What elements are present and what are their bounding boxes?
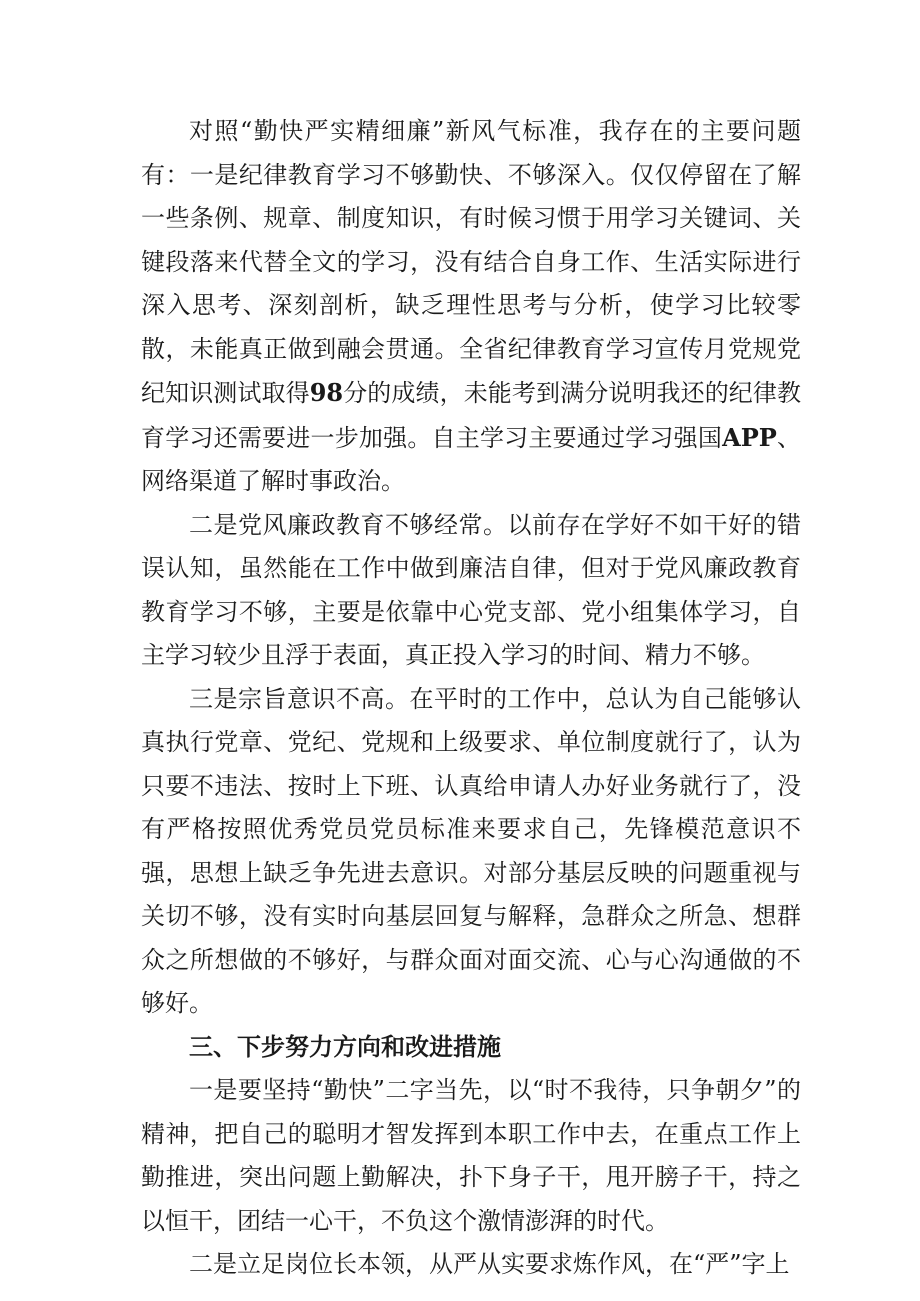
score-value: 98 [309,378,344,407]
paragraph-problems-one [141,110,801,504]
paragraph-text: 、网络渠道了解时事政治。 [141,423,802,495]
paragraph-measure-two: 二是立足岗位长本领，从严从实要求炼作风，在“严”字上 [189,1250,790,1278]
app-name: APP [722,422,777,452]
paragraph-text: 对照“勤快严实精细廉”新风气标准，我存在的主要问题有：一是纪律教育学习不够勤快、不够深入。仅仅停留在了解一些条例、规章、制度知识，有时候习惯于用学习关键词、关键段落来代替全文的学习，没有结合自身工作、生活实际进行深入思考、深刻剖析，缺乏理性思考与分析，使学习比较零散，未能真正做到融会贯通。全省纪律教育学习宣传月党规党纪知识测试取得 [141,117,801,407]
section-heading: 三、下步努力方向和改进措施 [189,1032,501,1061]
paragraph-text: 分的成绩，未能考到满分说明我还的纪律教育学习还需要进一步加强。自主学习主要通过学习强国 [141,379,802,452]
paragraph-measure-one: 一是要坚持“勤快”二字当先，以“时不我待，只争朝夕”的精神，把自己的聪明才智发挥到本职工作中去，在重点工作上勤推进，突出问题上勤解决，扑下身子干，甩开膀子干，持之以恒干，团结一心干，不负这个激情澎湃的时代。 [141,1076,801,1235]
paragraph-problems-two: 二是党风廉政教育不够经常。以前存在学好不如干好的错误认知，虽然能在工作中做到廉洁自律，但对于党风廉政教育教育学习不够，主要是依靠中心党支部、党小组集体学习，自主学习较少且浮于表面，真正投入学习的时间、精力不够。 [141,510,801,669]
paragraph-problems-three: 三是宗旨意识不高。在平时的工作中，总认为自己能够认真执行党章、党纪、党规和上级要求、单位制度就行了，认为只要不违法、按时上下班、认真给申请人办好业务就行了，没有严格按照优秀党员党员标准来要求自己，先锋模范意识不强，思想上缺乏争先进去意识。对部分基层反映的问题重视与关切不够，没有实时向基层回复与解释，急群众之所急、想群众之所想做的不够好，与群众面对面交流、心与心沟通做的不够好。 [141,684,801,1017]
document-body [141,110,801,1287]
